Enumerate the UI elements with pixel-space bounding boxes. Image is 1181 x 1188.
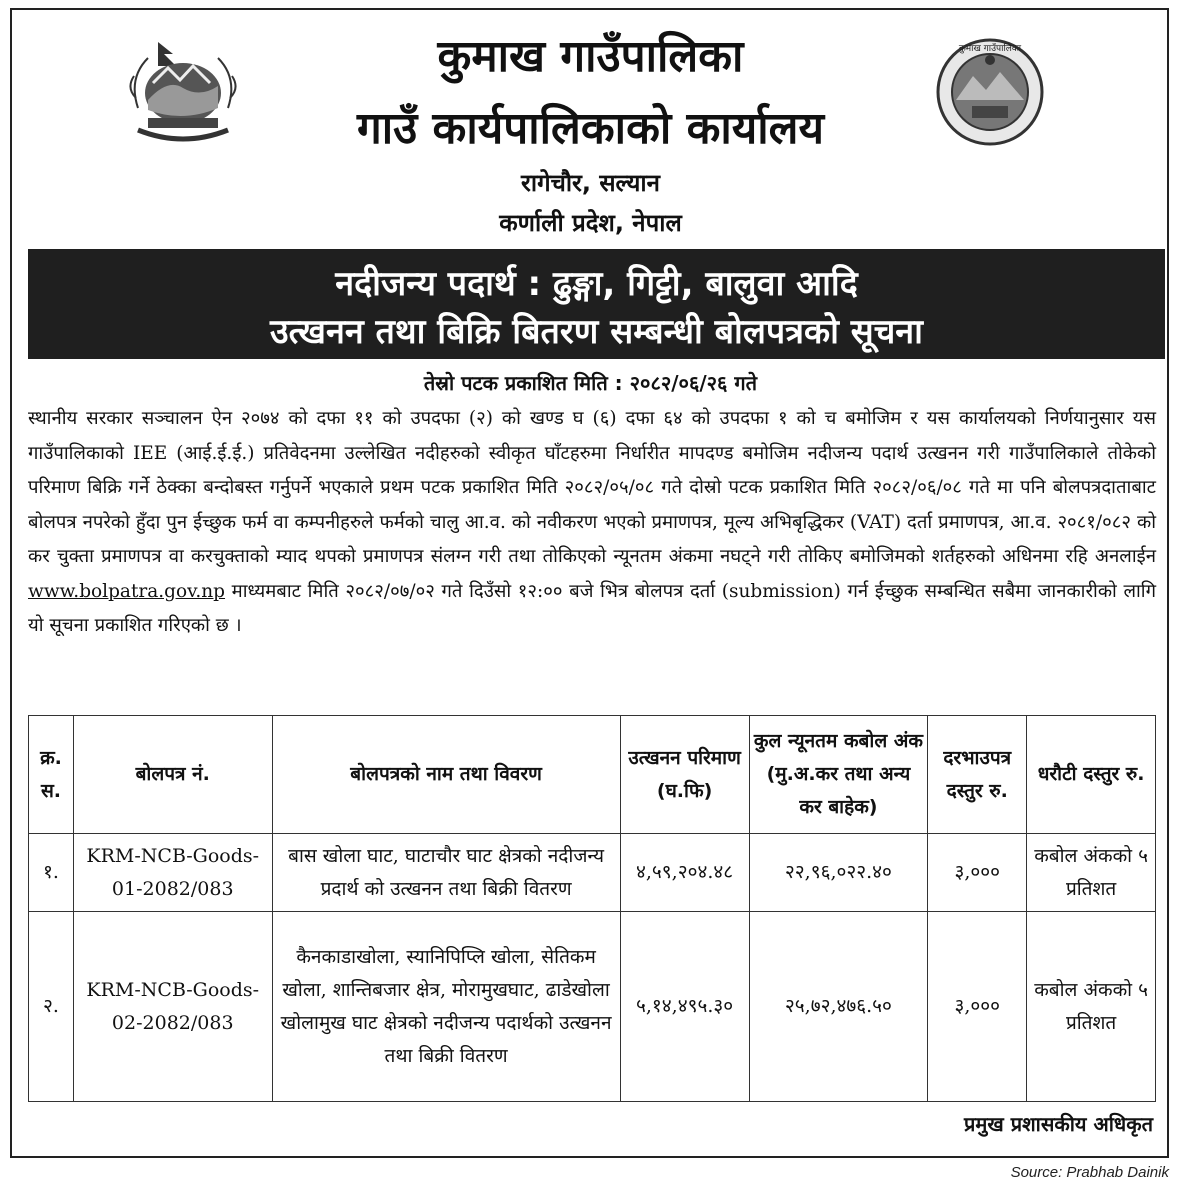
- cell-bid-no: KRM-NCB-Goods-01-2082/083: [73, 834, 272, 912]
- notice-body: [28, 402, 1156, 644]
- notice-text-part-1: स्थानीय सरकार सञ्चालन ऐन २०७४ को दफा ११ को उपदफा (२) को खण्ड घ (६) दफा ६४ को उपदफा १ को च बमोजिम र यस कार्यालयको निर्णयानुसार यस गाउँपालिकाको IEE (आई.ई.ई.) प्रतिवेदनमा उल्लेखित नदीहरुको स्वीकृत घाँटहरुमा निर्धारीत मापदण्ड बमोजिम नदीजन्य पदार्थ उत्खनन गरी गाउँपालिकाले तोकेको परिमाण बिक्रि गर्ने ठेक्का बन्दोबस्त गर्नुपर्ने भएकाले प्रथम पटक प्रकाशित मिति २०८२/०५/०८ गते दोस्रो पटक प्रकाशित मिति २०८२/०६/०८ गते मा पनि बोलपत्रदाताबाट बोलपत्र नपरेको हुँदा पुन ईच्छुक फर्म वा कम्पनीहरुले फर्मको चालु आ.व. को नवीकरण भएको प्रमाणपत्र, मूल्य अभिबृद्धिकर (VAT) दर्ता प्रमाणपत्र, आ.व. २०८१/०८२ को कर चुक्ता प्रमाणपत्र वा करचुक्ताको म्याद थपको प्रमाणपत्र संलग्न गरी तथा तोकिएको न्यूनतम अंकमा नघट्ने गरी तोकिए बमोजिमको शर्तहरुको अधिनमा रहि अनलाईन: [28, 408, 1156, 567]
- source-credit: Source: Prabhab Dainik: [1010, 1164, 1169, 1181]
- notice-banner: [28, 249, 1165, 359]
- cell-bid-no: KRM-NCB-Goods-02-2082/083: [73, 912, 272, 1102]
- cell-sn: २.: [29, 912, 74, 1102]
- cell-deposit: कबोल अंकको ५ प्रतिशत: [1027, 834, 1156, 912]
- cell-quantity: ५,१४,४९५.३०: [620, 912, 749, 1102]
- col-min-amount: कुल न्यूनतम कबोल अंक (मु.अ.कर तथा अन्य कर बाहेक): [749, 716, 928, 834]
- publish-date-line: तेस्रो पटक प्रकाशित मिति : २०८२/०६/२६ गते: [423, 371, 758, 395]
- org-name: कुमाख गाउँपालिका: [437, 31, 744, 82]
- col-sn: क्र. स.: [29, 716, 74, 834]
- cell-form-fee: ३,०००: [928, 834, 1027, 912]
- col-form-fee: दरभाउपत्र दस्तुर रु.: [928, 716, 1027, 834]
- office-name: गाउँ कार्यपालिकाको कार्यालय: [356, 103, 825, 154]
- notice-text-part-2: माध्यमबाट मिति २०८२/०७/०२ गते दिउँसो १२:०० बजे भित्र बोलपत्र दर्ता (submission) गर्न ईच्छुक सम्बन्धित सबैमा जानकारीको लागि यो सूचना प्रकाशित गरिएको छ ।: [28, 580, 1156, 636]
- cell-name: कैनकाडाखोला, स्यानिपिप्लि खोला, सेतिकम खोला, शान्तिबजार क्षेत्र, मोरामुखघाट, ढाडेखोला खोलामुख घाट क्षेत्रको नदीजन्य पदार्थको उत्खनन तथा बिक्री वितरण: [272, 912, 620, 1102]
- table-header-row: [29, 716, 1156, 834]
- cell-name: बास खोला घाट, घाटाचौर घाट क्षेत्रको नदीजन्य प्रदार्थ को उत्खनन तथा बिक्री वितरण: [272, 834, 620, 912]
- office-address: रागेचौर, सल्यान: [521, 169, 660, 197]
- cell-min-amount: २५,७२,४७६.५०: [749, 912, 928, 1102]
- col-name: बोलपत्रको नाम तथा विवरण: [272, 716, 620, 834]
- bid-table: [28, 715, 1156, 1102]
- bolpatra-link[interactable]: www.bolpatra.gov.np: [28, 580, 226, 602]
- cell-sn: १.: [29, 834, 74, 912]
- cell-quantity: ४,५९,२०४.४८: [620, 834, 749, 912]
- col-bid-no: बोलपत्र नं.: [73, 716, 272, 834]
- province-line: कर्णाली प्रदेश, नेपाल: [499, 209, 682, 237]
- cell-min-amount: २२,९६,०२२.४०: [749, 834, 928, 912]
- col-quantity: उत्खनन परिमाण (घ.फि): [620, 716, 749, 834]
- cell-deposit: कबोल अंकको ५ प्रतिशत: [1027, 912, 1156, 1102]
- banner-line-1: नदीजन्य पदार्थ : ढुङ्गा, गिट्टी, बालुवा आदि: [335, 264, 858, 304]
- signatory-title: प्रमुख प्रशासकीय अधिकृत: [964, 1112, 1153, 1136]
- banner-line-2: उत्खनन तथा बिक्रि बितरण सम्बन्धी बोलपत्रको सूचना: [270, 312, 923, 352]
- table-row: [29, 912, 1156, 1102]
- table-row: [29, 834, 1156, 912]
- seal-text: कुमाख गाउँपालिका: [958, 44, 1022, 54]
- cell-form-fee: ३,०००: [928, 912, 1027, 1102]
- col-deposit: धरौटी दस्तुर रु.: [1027, 716, 1156, 834]
